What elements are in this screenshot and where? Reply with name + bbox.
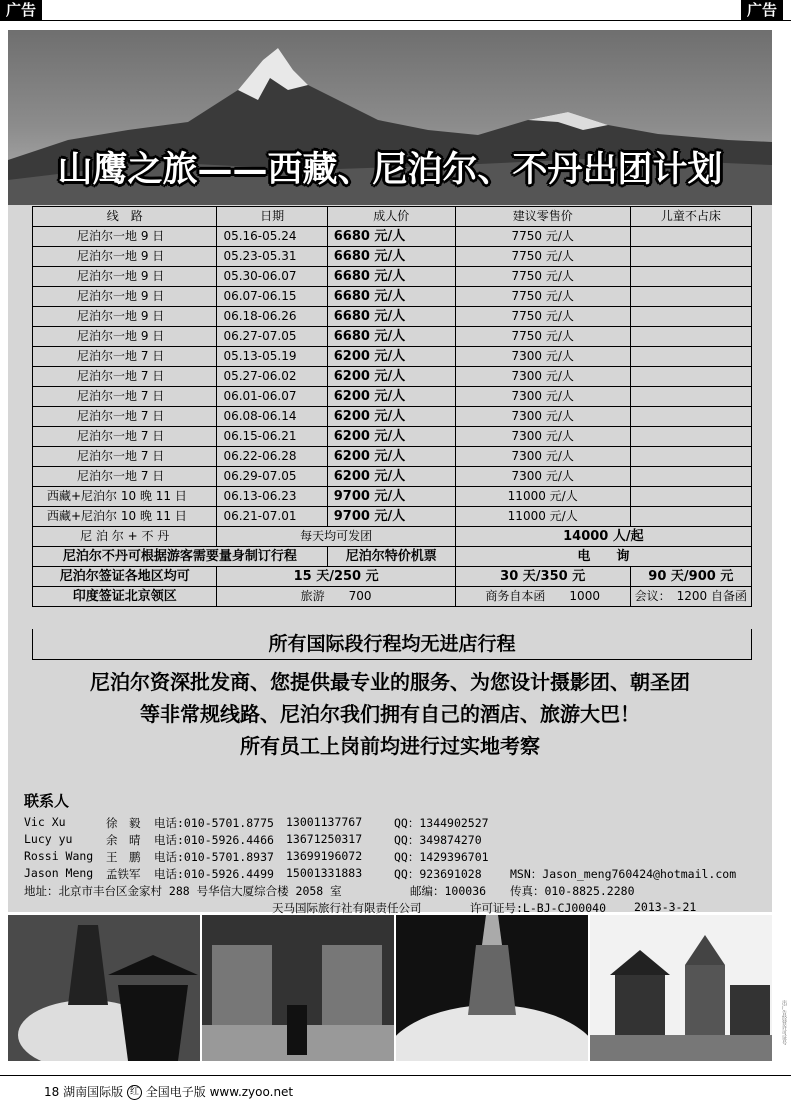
- mountain-banner: [8, 30, 772, 205]
- cell-retail-price: 7300 元/人: [455, 427, 630, 447]
- contact-qq: QQ：349874270: [394, 833, 482, 847]
- contact-en-name: Lucy yu: [24, 832, 73, 846]
- cell-child-price: [630, 507, 751, 527]
- cell-date: 06.27-07.05: [217, 327, 327, 347]
- contact-qq: QQ：1429396701: [394, 850, 489, 864]
- table-row: [33, 587, 752, 607]
- fax: 传真：010-8825.2280: [510, 884, 635, 898]
- cell-route: 尼泊尔一地 9 日: [33, 227, 217, 247]
- contact-mobile: 15001331883: [286, 866, 363, 880]
- contact-msn: MSN：Jason_meng760424@hotmail.com: [510, 867, 737, 881]
- cell-route: 尼泊尔一地 7 日: [33, 387, 217, 407]
- cell-date: 06.01-06.07: [217, 387, 327, 407]
- cell-date: 06.21-07.01: [217, 507, 327, 527]
- bhutan-date: 每天均可发团: [217, 527, 455, 547]
- no-shopping-note: 所有国际段行程均无进店行程: [32, 629, 752, 660]
- header-date: 日期: [217, 207, 327, 227]
- table-row: [33, 387, 752, 407]
- cell-date: 06.29-07.05: [217, 467, 327, 487]
- cell-date: 06.08-06.14: [217, 407, 327, 427]
- edition-circle-icon: 红: [127, 1085, 142, 1100]
- cell-adult-price: 6200 元/人: [327, 427, 455, 447]
- contact-en-name: Vic Xu: [24, 815, 66, 829]
- headline: 山鹰之旅——西藏、尼泊尔、不丹出团计划: [57, 149, 723, 190]
- cell-route: 尼泊尔一地 9 日: [33, 287, 217, 307]
- nepal-visa-90: 90 天/900 元: [630, 567, 751, 587]
- cell-adult-price: 9700 元/人: [327, 487, 455, 507]
- promo-line-1: 尼泊尔资深批发商、您提供最专业的服务、为您设计摄影团、朝圣团: [90, 670, 690, 694]
- contact-phone: 电话:010-5701.8775: [154, 816, 274, 830]
- cell-date: 06.13-06.23: [217, 487, 327, 507]
- cell-retail-price: 7300 元/人: [455, 467, 630, 487]
- cell-route: 尼泊尔一地 9 日: [33, 247, 217, 267]
- cell-child-price: [630, 327, 751, 347]
- header-adult-price: 成人价: [327, 207, 455, 227]
- contact-phone: 电话:010-5701.8937: [154, 850, 274, 864]
- nepal-visa-15: 15 天/250 元: [217, 567, 455, 587]
- license-number: 许可证号:L-BJ-CJ00040: [470, 901, 607, 915]
- cell-adult-price: 6680 元/人: [327, 327, 455, 347]
- page-number: 18: [44, 1085, 60, 1099]
- contact-en-name: Jason Meng: [24, 866, 94, 880]
- cell-date: 06.07-06.15: [217, 287, 327, 307]
- cell-child-price: [630, 387, 751, 407]
- cell-adult-price: 6680 元/人: [327, 307, 455, 327]
- cell-route: 尼泊尔一地 7 日: [33, 447, 217, 467]
- contact-cn-name: 余 晴: [106, 833, 141, 847]
- page-footer: [44, 1083, 293, 1100]
- cell-date: 05.27-06.02: [217, 367, 327, 387]
- india-visa-label: 印度签证北京领区: [33, 587, 217, 607]
- cell-adult-price: 6200 元/人: [327, 467, 455, 487]
- cell-date: 05.13-05.19: [217, 347, 327, 367]
- cell-route: 尼泊尔一地 7 日: [33, 367, 217, 387]
- promo-line-2: 等非常规线路、尼泊尔我们拥有自己的酒店、旅游大巴！: [140, 702, 640, 726]
- table-row: [33, 527, 752, 547]
- cell-retail-price: 7750 元/人: [455, 267, 630, 287]
- cell-retail-price: 7750 元/人: [455, 327, 630, 347]
- cell-child-price: [630, 367, 751, 387]
- india-visa-conference: 会议： 1200 自备函: [630, 587, 751, 607]
- table-row: [33, 507, 752, 527]
- cell-retail-price: 7300 元/人: [455, 347, 630, 367]
- cell-route: 尼泊尔一地 7 日: [33, 407, 217, 427]
- cell-date: 06.18-06.26: [217, 307, 327, 327]
- photo-strip: [8, 915, 772, 1061]
- table-row: [33, 447, 752, 467]
- cell-adult-price: 6200 元/人: [327, 447, 455, 467]
- cell-route: 尼泊尔一地 9 日: [33, 327, 217, 347]
- cell-date: 06.15-06.21: [217, 427, 327, 447]
- cell-adult-price: 6200 元/人: [327, 367, 455, 387]
- table-row: [33, 547, 752, 567]
- cell-retail-price: 7750 元/人: [455, 227, 630, 247]
- cell-route: 尼泊尔一地 7 日: [33, 427, 217, 447]
- air-ticket: 尼泊尔特价机票: [327, 547, 455, 567]
- table-row: [33, 247, 752, 267]
- company-name: 天马国际旅行社有限责任公司: [272, 901, 422, 915]
- cell-adult-price: 6200 元/人: [327, 347, 455, 367]
- header-retail-price: 建议零售价: [455, 207, 630, 227]
- india-visa-business: 商务自本函 1000: [455, 587, 630, 607]
- contact-phone: 电话:010-5926.4499: [154, 867, 274, 881]
- cell-retail-price: 7750 元/人: [455, 287, 630, 307]
- contact-qq: QQ：923691028: [394, 867, 482, 881]
- table-row: [33, 487, 752, 507]
- cell-date: 05.23-05.31: [217, 247, 327, 267]
- cell-child-price: [630, 427, 751, 447]
- contact-mobile: 13671250317: [286, 832, 363, 846]
- cell-date: 06.22-06.28: [217, 447, 327, 467]
- call-inquiry: 电 询: [455, 547, 751, 567]
- cell-child-price: [630, 247, 751, 267]
- cell-child-price: [630, 467, 751, 487]
- contact-cn-name: 徐 毅: [106, 816, 141, 830]
- cell-child-price: [630, 227, 751, 247]
- contact-phone: 电话:010-5926.4466: [154, 833, 274, 847]
- ad-tag-left: 广告: [0, 0, 42, 20]
- cell-retail-price: 7750 元/人: [455, 307, 630, 327]
- table-row: [33, 327, 752, 347]
- table-row: [33, 267, 752, 287]
- cell-route: 西藏+尼泊尔 10 晚 11 日: [33, 487, 217, 507]
- cell-retail-price: 11000 元/人: [455, 507, 630, 527]
- cell-retail-price: 7750 元/人: [455, 247, 630, 267]
- photo-stupa: [8, 915, 200, 1061]
- cell-adult-price: 6680 元/人: [327, 227, 455, 247]
- cell-child-price: [630, 407, 751, 427]
- header-route: 线 路: [33, 207, 217, 227]
- cell-child-price: [630, 447, 751, 467]
- table-row: [33, 307, 752, 327]
- ad-tag-right: 广告: [741, 0, 783, 20]
- cell-child-price: [630, 307, 751, 327]
- promo-line-3: 所有员工上岗前均进行过实地考察: [240, 734, 540, 758]
- table-header-row: [33, 207, 752, 227]
- cell-child-price: [630, 267, 751, 287]
- custom-itinerary: 尼泊尔不丹可根据游客需要量身制订行程: [33, 547, 328, 567]
- address: 地址：北京市丰台区金家村 288 号华信大厦综合楼 2058 室: [24, 884, 342, 898]
- bhutan-price: 14000 人/起: [455, 527, 751, 547]
- contact-mobile: 13001137767: [286, 815, 363, 829]
- photo-statues: [202, 915, 394, 1061]
- table-row: [33, 467, 752, 487]
- cell-date: 05.30-06.07: [217, 267, 327, 287]
- cell-retail-price: 7300 元/人: [455, 407, 630, 427]
- publish-date: 2013-3-21: [634, 900, 697, 914]
- bottom-divider: [0, 1075, 791, 1076]
- nepal-visa-30: 30 天/350 元: [455, 567, 630, 587]
- photo-boudhanath: [396, 915, 588, 1061]
- contact-cn-name: 孟铁军: [106, 867, 141, 881]
- cell-adult-price: 6200 元/人: [327, 407, 455, 427]
- table-row: [33, 347, 752, 367]
- cell-route: 西藏+尼泊尔 10 晚 11 日: [33, 507, 217, 527]
- ad-panel: [8, 30, 772, 915]
- cell-route: 尼泊尔一地 7 日: [33, 467, 217, 487]
- table-row: [33, 407, 752, 427]
- cell-retail-price: 7300 元/人: [455, 367, 630, 387]
- cell-route: 尼泊尔一地 7 日: [33, 347, 217, 367]
- contact-mobile: 13699196072: [286, 849, 363, 863]
- cell-adult-price: 6680 元/人: [327, 267, 455, 287]
- india-visa-tourism: 旅游 700: [217, 587, 455, 607]
- cell-route: 尼泊尔一地 9 日: [33, 267, 217, 287]
- table-row: [33, 287, 752, 307]
- postcode: 邮编：100036: [410, 884, 487, 898]
- cell-retail-price: 7300 元/人: [455, 387, 630, 407]
- cell-child-price: [630, 487, 751, 507]
- table-row: [33, 427, 752, 447]
- cell-retail-price: 7300 元/人: [455, 447, 630, 467]
- cell-route: 尼泊尔一地 9 日: [33, 307, 217, 327]
- edition-name: 湖南国际版: [63, 1085, 124, 1099]
- website: 全国电子版 www.zyoo.net: [145, 1085, 294, 1099]
- header-child-price: 儿童不占床: [630, 207, 751, 227]
- cell-adult-price: 6680 元/人: [327, 287, 455, 307]
- photo-temples: [590, 915, 772, 1061]
- cell-child-price: [630, 287, 751, 307]
- bhutan-route: 尼 泊 尔 + 不 丹: [33, 527, 217, 547]
- contact-cn-name: 王 鹏: [106, 850, 141, 864]
- cell-date: 05.16-05.24: [217, 227, 327, 247]
- cell-child-price: [630, 347, 751, 367]
- contact-title: 联系人: [24, 792, 70, 810]
- cell-adult-price: 6680 元/人: [327, 247, 455, 267]
- contact-qq: QQ：1344902527: [394, 816, 489, 830]
- cell-adult-price: 9700 元/人: [327, 507, 455, 527]
- table-row: [33, 227, 752, 247]
- nepal-visa-label: 尼泊尔签证各地区均可: [33, 567, 217, 587]
- table-row: [33, 367, 752, 387]
- side-license-text: 出广告经营许可证号: [781, 1000, 787, 1045]
- price-table: [32, 206, 752, 607]
- contact-en-name: Rossi Wang: [24, 849, 94, 863]
- cell-retail-price: 11000 元/人: [455, 487, 630, 507]
- top-divider: [0, 20, 791, 21]
- table-row: [33, 567, 752, 587]
- cell-adult-price: 6200 元/人: [327, 387, 455, 407]
